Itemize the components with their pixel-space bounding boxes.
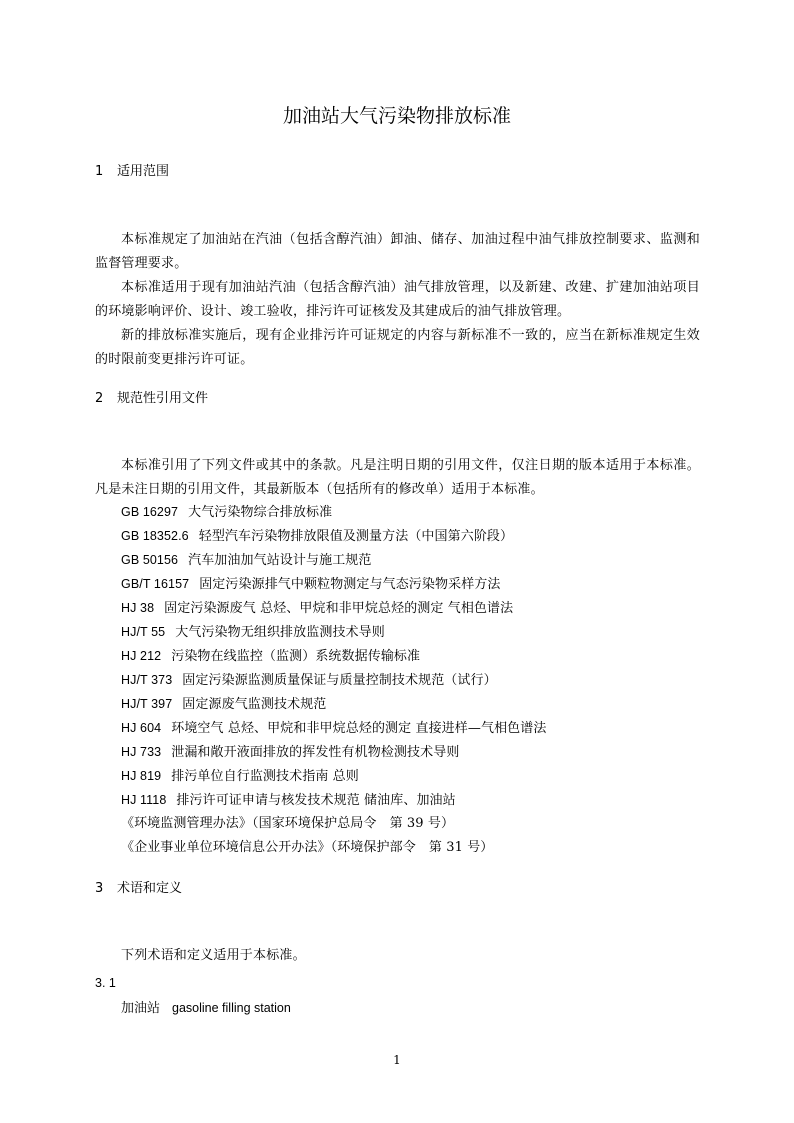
reference-item: GB/T 16157 固定污染源排气中颗粒物测定与气态污染物采样方法: [121, 577, 501, 592]
reference-item: 《企业事业单位环境信息公开办法》（环境保护部令 第 31 号）: [121, 840, 494, 855]
reference-item: HJ 212 污染物在线监控（监测）系统数据传输标准: [121, 649, 421, 664]
section-3-number: 3: [95, 881, 104, 896]
document-title: 加油站大气污染物排放标准: [282, 105, 511, 127]
section-3-heading: [95, 880, 182, 898]
subsection-number: 3. 1: [95, 976, 116, 990]
reference-item: HJ 604 环境空气 总烃、甲烷和非甲烷总烃的测定 直接进样—气相色谱法: [121, 721, 547, 736]
term-chinese: 加油站: [121, 1001, 161, 1016]
page-number: 1: [393, 1053, 401, 1067]
reference-item: 《环境监测管理办法》（国家环境保护总局令 第 39 号）: [121, 816, 455, 831]
section-2-intro: 本标准引用了下列文件或其中的条款。凡是注明日期的引用文件，仅注日期的版本适用于本标准。凡是未注日期的引用文件，其最新版本（包括所有的修改单）适用于本标准。: [95, 458, 700, 497]
section-2-number: 2: [95, 391, 104, 406]
reference-list: [121, 500, 546, 860]
section-1-paragraph-3: 新的排放标准实施后，现有企业排污许可证规定的内容与新标准不一致的，应当在新标准规定生效的时限前变更排污许可证。: [95, 328, 700, 367]
reference-item: HJ 733 泄漏和敞开液面排放的挥发性有机物检测技术导则: [121, 745, 460, 760]
term-entry: [121, 998, 291, 1019]
reference-item: GB 50156 汽车加油加气站设计与施工规范: [121, 553, 372, 568]
reference-item: HJ 819 排污单位自行监测技术指南 总则: [121, 769, 359, 784]
reference-item: HJ/T 55 大气污染物无组织排放监测技术导则: [121, 625, 385, 640]
section-3-intro: 下列术语和定义适用于本标准。: [121, 948, 306, 963]
section-1-paragraph-1: 本标准规定了加油站在汽油（包括含醇汽油）卸油、储存、加油过程中油气排放控制要求、监测和监督管理要求。: [95, 232, 700, 271]
reference-item: HJ/T 397 固定源废气监测技术规范: [121, 697, 327, 712]
reference-item: GB 18352.6 轻型汽车污染物排放限值及测量方法（中国第六阶段）: [121, 529, 514, 544]
reference-item: HJ/T 373 固定污染源监测质量保证与质量控制技术规范（试行）: [121, 673, 497, 688]
section-1-number: 1: [95, 164, 104, 179]
section-1-paragraph-2: 本标准适用于现有加油站汽油（包括含醇汽油）油气排放管理，以及新建、改建、扩建加油站项目的环境影响评价、设计、竣工验收，排污许可证核发及其建成后的油气排放管理。: [95, 280, 700, 319]
section-2-heading: [95, 390, 208, 408]
section-1-heading: [95, 163, 169, 181]
section-1-title: 适用范围: [117, 164, 170, 179]
section-2-title: 规范性引用文件: [117, 391, 209, 406]
reference-item: HJ 38 固定污染源废气 总烃、甲烷和非甲烷总烃的测定 气相色谱法: [121, 601, 514, 616]
term-english: gasoline filling station: [172, 1001, 291, 1015]
reference-item: GB 16297 大气污染物综合排放标准: [121, 505, 333, 520]
section-3-title: 术语和定义: [117, 881, 183, 896]
reference-item: HJ 1118 排污许可证申请与核发技术规范 储油库、加油站: [121, 793, 456, 808]
